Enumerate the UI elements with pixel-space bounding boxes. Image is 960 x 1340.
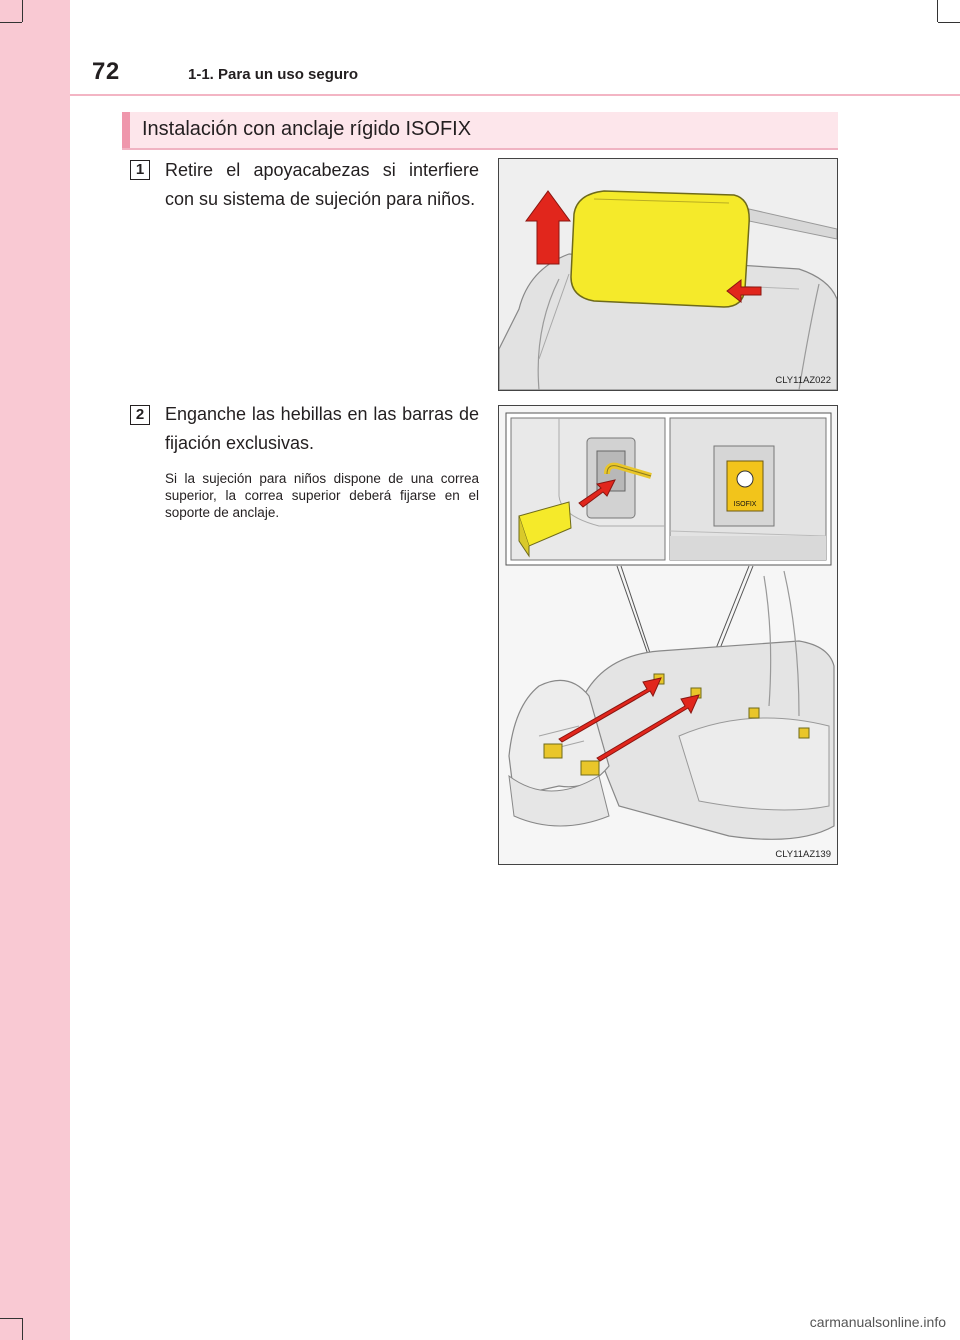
section-title-bar xyxy=(122,112,838,150)
isofix-installation-figure xyxy=(498,405,838,865)
headrest-removal-figure xyxy=(498,158,838,391)
crop-mark xyxy=(937,0,938,22)
figure-code: CLY11AZ139 xyxy=(775,849,831,860)
step-number: 2 xyxy=(130,405,150,425)
isofix-label: ISOFIX xyxy=(733,501,757,508)
step-note: Si la sujeción para niños dispone de una correa superior, la correa superior deberá fijarse en el soporte de anclaje. xyxy=(165,471,479,520)
crop-mark xyxy=(22,1318,23,1340)
figure-code: CLY11AZ022 xyxy=(775,375,831,386)
step-text: Enganche las hebillas en las barras de fijación exclusivas. xyxy=(165,404,479,453)
section-label: 1-1. Para un uso seguro xyxy=(188,66,359,83)
crop-mark xyxy=(938,22,960,23)
crop-mark xyxy=(22,0,23,22)
isofix-illustration xyxy=(499,406,837,864)
title-accent xyxy=(122,112,130,148)
section-title: Instalación con anclaje rígido ISOFIX xyxy=(142,118,472,140)
step-number: 1 xyxy=(130,160,150,180)
headrest-shape xyxy=(571,191,749,307)
side-band xyxy=(0,0,70,1340)
watermark: carmanualsonline.info xyxy=(809,1314,946,1330)
headrest-illustration xyxy=(499,159,837,390)
header-rule xyxy=(70,94,960,96)
page-number: 72 xyxy=(92,58,120,85)
crop-mark xyxy=(0,22,22,23)
step-text: Retire el apoyacabezas si interfiere con su sistema de sujeción para niños. xyxy=(165,160,479,209)
crop-mark xyxy=(0,1318,22,1319)
